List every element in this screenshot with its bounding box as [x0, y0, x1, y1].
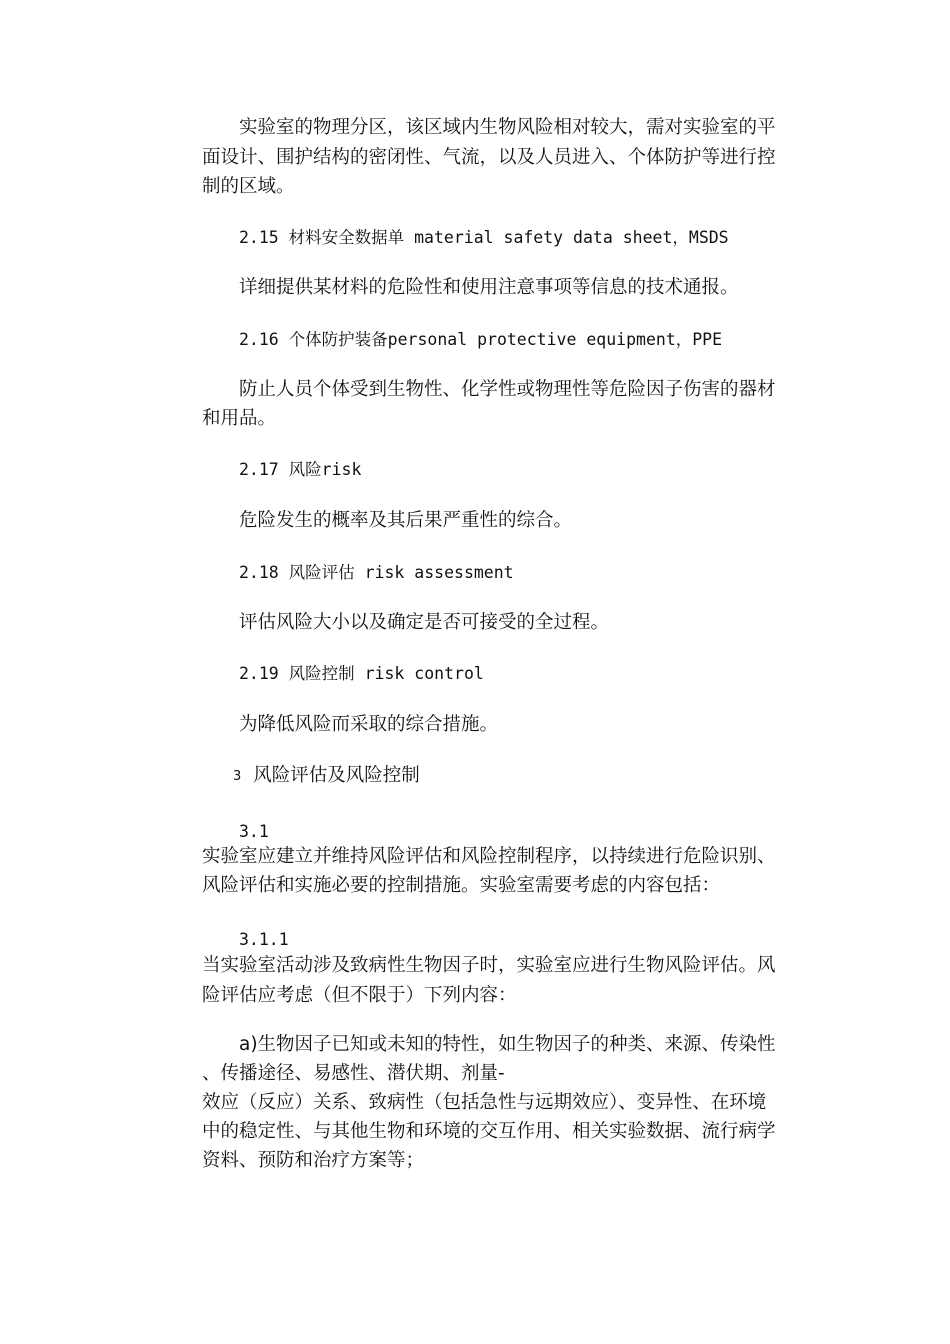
list-item-a-cont: 资料、预防和治疗方案等； — [202, 1150, 425, 1171]
section-heading-3 — [233, 762, 833, 791]
term-heading-2-18: 2.18 风险评估 risk assessment — [239, 563, 514, 582]
clause-text: 实验室应建立并维持风险评估和风险控制程序，以持续进行危险识别、 — [202, 846, 776, 867]
term-heading-2-17: 2.17 风险risk — [239, 460, 362, 479]
term-definition: 危险发生的概率及其后果严重性的综合。 — [239, 510, 573, 531]
list-item-a: a)生物因子已知或未知的特性，如生物因子的种类、来源、传染性 — [239, 1034, 776, 1055]
section-title: 风险评估及风险控制 — [253, 765, 420, 786]
list-item-a-cont: 效应（反应）关系、致病性（包括急性与远期效应）、变异性、在环境 — [202, 1092, 767, 1113]
term-definition: 详细提供某材料的危险性和使用注意事项等信息的技术通报。 — [239, 277, 739, 298]
list-item-a-cont: 中的稳定性、与其他生物和环境的交互作用、相关实验数据、流行病学 — [202, 1121, 776, 1142]
term-definition: 评估风险大小以及确定是否可接受的全过程。 — [239, 612, 610, 633]
term-definition: 和用品。 — [202, 408, 277, 429]
clause-number-3-1-1: 3.1.1 — [239, 930, 289, 949]
term-heading-2-16: 2.16 个体防护装备personal protective equipment，PPE — [239, 330, 723, 349]
clause-text: 风险评估和实施必要的控制措施。实验室需要考虑的内容包括： — [202, 875, 721, 896]
term-heading-2-15: 2.15 材料安全数据单 material safety data sheet，MSDS — [239, 228, 729, 247]
term-heading-2-19: 2.19 风险控制 risk control — [239, 664, 484, 683]
paragraph-line: 实验室的物理分区，该区域内生物风险相对较大，需对实验室的平 — [239, 117, 776, 138]
clause-number-3-1: 3.1 — [239, 822, 269, 841]
paragraph-line: 制的区域。 — [202, 176, 295, 197]
term-definition: 为降低风险而采取的综合措施。 — [239, 714, 499, 735]
clause-text: 险评估应考虑（但不限于）下列内容： — [202, 985, 517, 1006]
section-number: 3 — [233, 769, 242, 784]
clause-text: 当实验室活动涉及致病性生物因子时，实验室应进行生物风险评估。风 — [202, 955, 776, 976]
term-definition: 防止人员个体受到生物性、化学性或物理性等危险因子伤害的器材 — [239, 379, 776, 400]
list-item-a-cont: 、传播途径、易感性、潜伏期、剂量- — [202, 1063, 505, 1084]
paragraph-line: 面设计、围护结构的密闭性、气流，以及人员进入、个体防护等进行控 — [202, 147, 776, 168]
